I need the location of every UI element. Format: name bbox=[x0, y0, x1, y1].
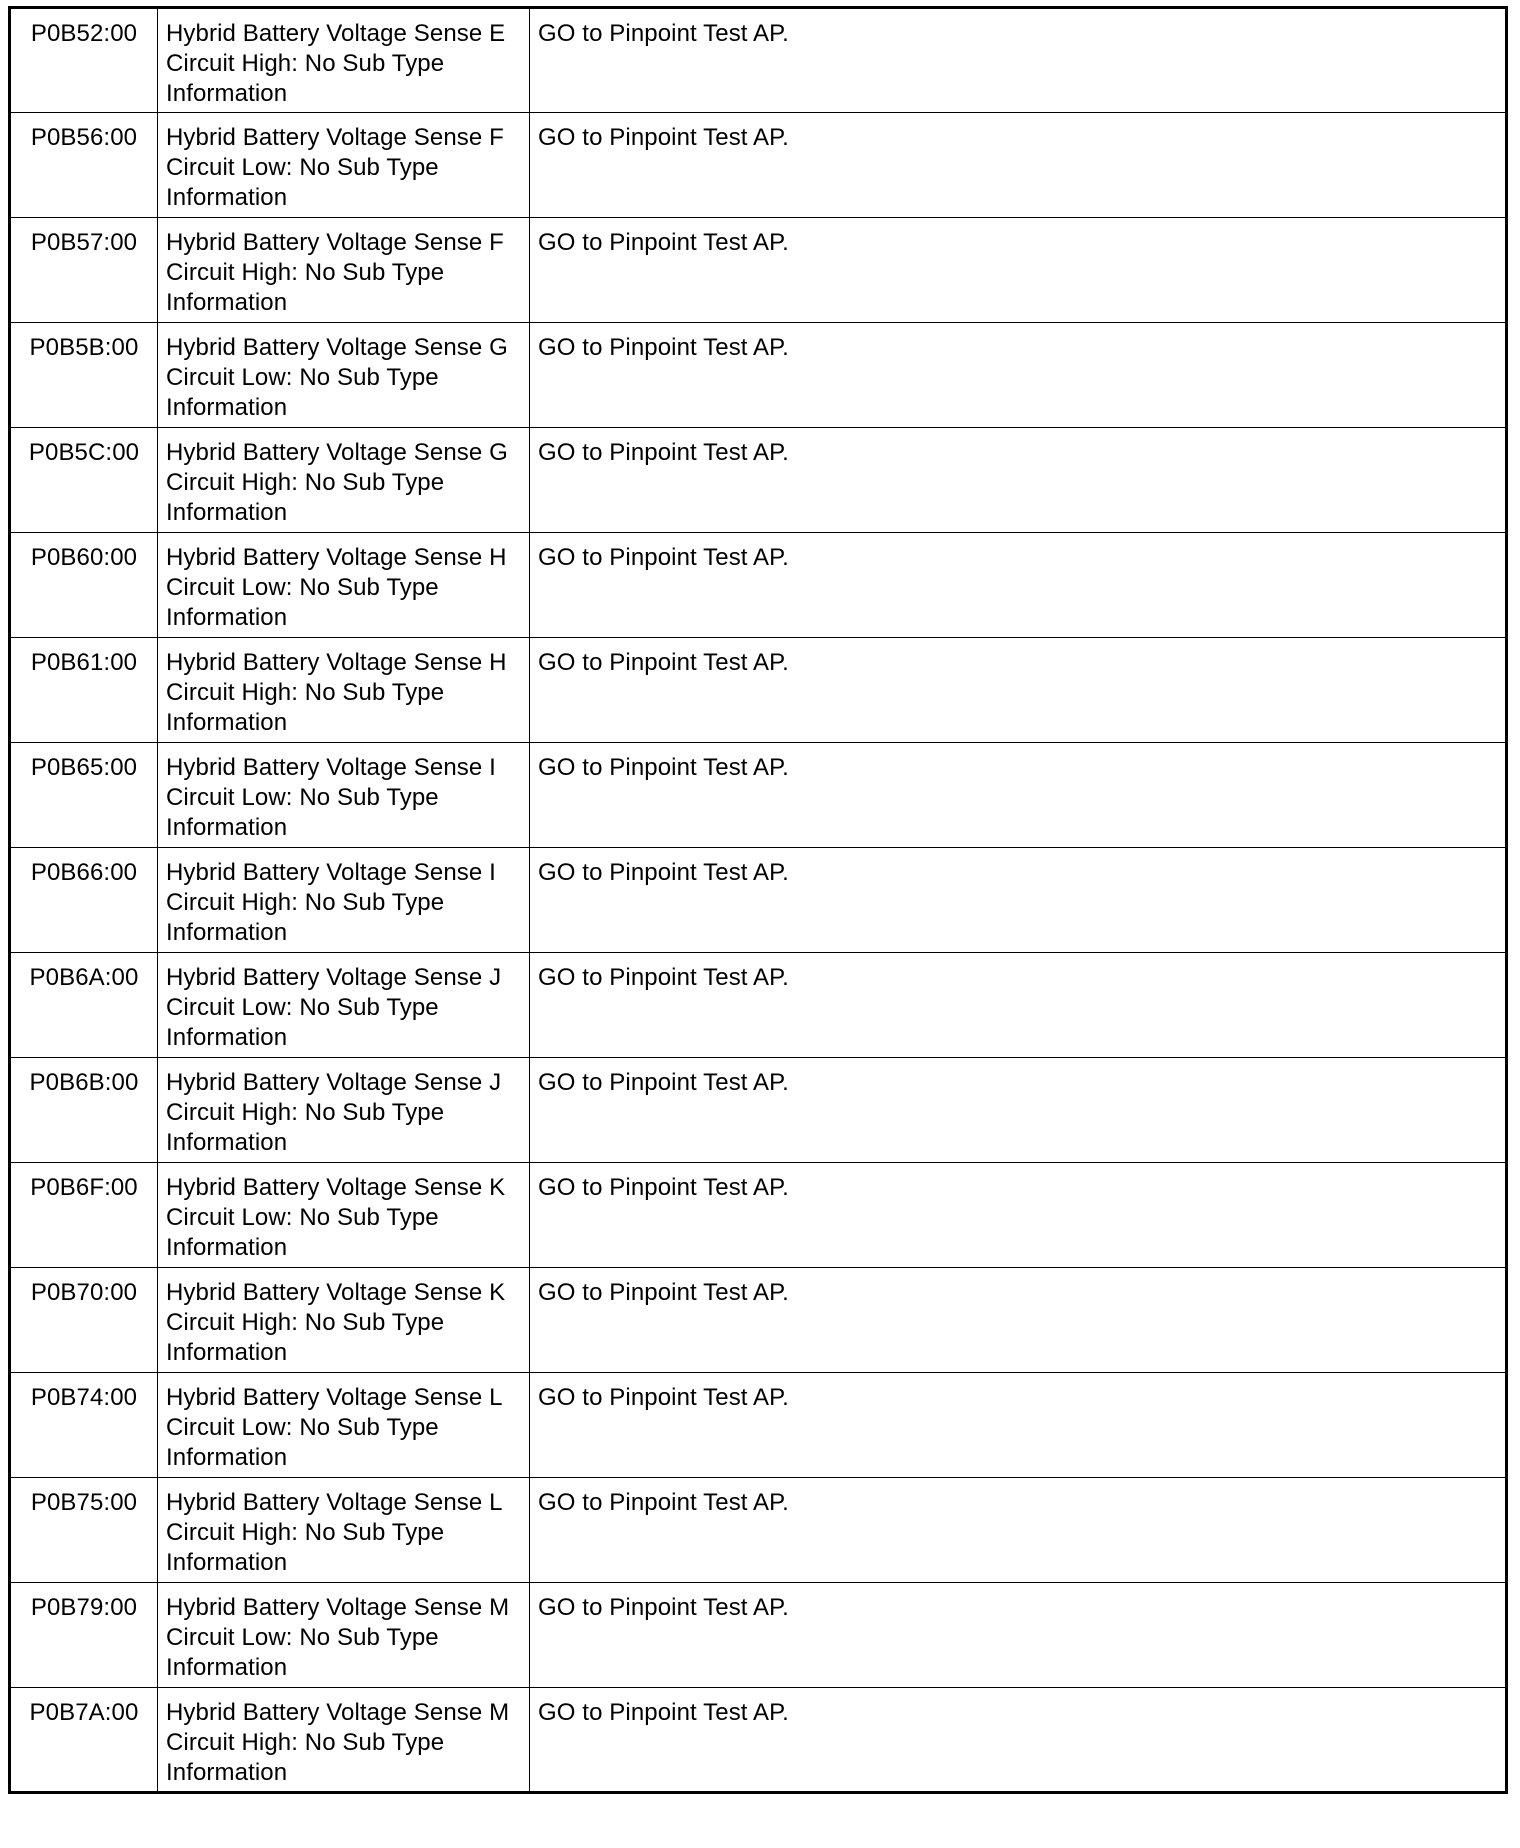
dtc-description-cell: Hybrid Battery Voltage Sense E Circuit High: No Sub Type Information bbox=[158, 8, 530, 113]
dtc-description-cell: Hybrid Battery Voltage Sense K Circuit High: No Sub Type Information bbox=[158, 1268, 530, 1373]
table-row bbox=[10, 1268, 1507, 1373]
dtc-action-cell: GO to Pinpoint Test AP. bbox=[530, 1583, 1507, 1688]
table-row bbox=[10, 638, 1507, 743]
table-row bbox=[10, 1058, 1507, 1163]
table-row bbox=[10, 8, 1507, 113]
dtc-description-cell: Hybrid Battery Voltage Sense K Circuit Low: No Sub Type Information bbox=[158, 1163, 530, 1268]
dtc-action-cell: GO to Pinpoint Test AP. bbox=[530, 323, 1507, 428]
dtc-description-cell: Hybrid Battery Voltage Sense F Circuit Low: No Sub Type Information bbox=[158, 113, 530, 218]
dtc-action-cell: GO to Pinpoint Test AP. bbox=[530, 1478, 1507, 1583]
dtc-code-cell: P0B57:00 bbox=[10, 218, 158, 323]
dtc-action-cell: GO to Pinpoint Test AP. bbox=[530, 533, 1507, 638]
table-row bbox=[10, 848, 1507, 953]
dtc-code-cell: P0B70:00 bbox=[10, 1268, 158, 1373]
dtc-code-cell: P0B5C:00 bbox=[10, 428, 158, 533]
table-row bbox=[10, 323, 1507, 428]
dtc-code-cell: P0B75:00 bbox=[10, 1478, 158, 1583]
dtc-code-cell: P0B79:00 bbox=[10, 1583, 158, 1688]
dtc-action-cell: GO to Pinpoint Test AP. bbox=[530, 1688, 1507, 1793]
dtc-action-cell: GO to Pinpoint Test AP. bbox=[530, 1163, 1507, 1268]
dtc-action-cell: GO to Pinpoint Test AP. bbox=[530, 638, 1507, 743]
dtc-table bbox=[8, 6, 1508, 1794]
table-row bbox=[10, 953, 1507, 1058]
dtc-action-cell: GO to Pinpoint Test AP. bbox=[530, 428, 1507, 533]
table-row bbox=[10, 533, 1507, 638]
dtc-code-cell: P0B6F:00 bbox=[10, 1163, 158, 1268]
dtc-code-cell: P0B60:00 bbox=[10, 533, 158, 638]
dtc-code-cell: P0B5B:00 bbox=[10, 323, 158, 428]
dtc-description-cell: Hybrid Battery Voltage Sense J Circuit Low: No Sub Type Information bbox=[158, 953, 530, 1058]
dtc-action-cell: GO to Pinpoint Test AP. bbox=[530, 953, 1507, 1058]
table-row bbox=[10, 1478, 1507, 1583]
dtc-description-cell: Hybrid Battery Voltage Sense I Circuit High: No Sub Type Information bbox=[158, 848, 530, 953]
dtc-action-cell: GO to Pinpoint Test AP. bbox=[530, 218, 1507, 323]
dtc-description-cell: Hybrid Battery Voltage Sense I Circuit Low: No Sub Type Information bbox=[158, 743, 530, 848]
table-row bbox=[10, 1688, 1507, 1793]
table-row bbox=[10, 1373, 1507, 1478]
table-row bbox=[10, 218, 1507, 323]
table-row bbox=[10, 743, 1507, 848]
dtc-description-cell: Hybrid Battery Voltage Sense M Circuit High: No Sub Type Information bbox=[158, 1688, 530, 1793]
table-row bbox=[10, 113, 1507, 218]
table-row bbox=[10, 1163, 1507, 1268]
dtc-description-cell: Hybrid Battery Voltage Sense J Circuit High: No Sub Type Information bbox=[158, 1058, 530, 1163]
dtc-description-cell: Hybrid Battery Voltage Sense H Circuit Low: No Sub Type Information bbox=[158, 533, 530, 638]
table-row bbox=[10, 428, 1507, 533]
dtc-description-cell: Hybrid Battery Voltage Sense G Circuit High: No Sub Type Information bbox=[158, 428, 530, 533]
dtc-code-cell: P0B6A:00 bbox=[10, 953, 158, 1058]
dtc-code-cell: P0B66:00 bbox=[10, 848, 158, 953]
dtc-code-cell: P0B65:00 bbox=[10, 743, 158, 848]
dtc-code-cell: P0B52:00 bbox=[10, 8, 158, 113]
dtc-code-cell: P0B7A:00 bbox=[10, 1688, 158, 1793]
dtc-code-cell: P0B6B:00 bbox=[10, 1058, 158, 1163]
dtc-code-cell: P0B61:00 bbox=[10, 638, 158, 743]
dtc-description-cell: Hybrid Battery Voltage Sense L Circuit High: No Sub Type Information bbox=[158, 1478, 530, 1583]
dtc-description-cell: Hybrid Battery Voltage Sense G Circuit Low: No Sub Type Information bbox=[158, 323, 530, 428]
dtc-description-cell: Hybrid Battery Voltage Sense F Circuit High: No Sub Type Information bbox=[158, 218, 530, 323]
dtc-code-cell: P0B56:00 bbox=[10, 113, 158, 218]
dtc-table-body bbox=[10, 8, 1507, 1793]
dtc-action-cell: GO to Pinpoint Test AP. bbox=[530, 743, 1507, 848]
dtc-code-cell: P0B74:00 bbox=[10, 1373, 158, 1478]
dtc-action-cell: GO to Pinpoint Test AP. bbox=[530, 1058, 1507, 1163]
dtc-action-cell: GO to Pinpoint Test AP. bbox=[530, 1268, 1507, 1373]
dtc-action-cell: GO to Pinpoint Test AP. bbox=[530, 8, 1507, 113]
dtc-description-cell: Hybrid Battery Voltage Sense H Circuit High: No Sub Type Information bbox=[158, 638, 530, 743]
dtc-action-cell: GO to Pinpoint Test AP. bbox=[530, 848, 1507, 953]
table-row bbox=[10, 1583, 1507, 1688]
dtc-description-cell: Hybrid Battery Voltage Sense L Circuit Low: No Sub Type Information bbox=[158, 1373, 530, 1478]
dtc-description-cell: Hybrid Battery Voltage Sense M Circuit Low: No Sub Type Information bbox=[158, 1583, 530, 1688]
dtc-action-cell: GO to Pinpoint Test AP. bbox=[530, 1373, 1507, 1478]
dtc-action-cell: GO to Pinpoint Test AP. bbox=[530, 113, 1507, 218]
